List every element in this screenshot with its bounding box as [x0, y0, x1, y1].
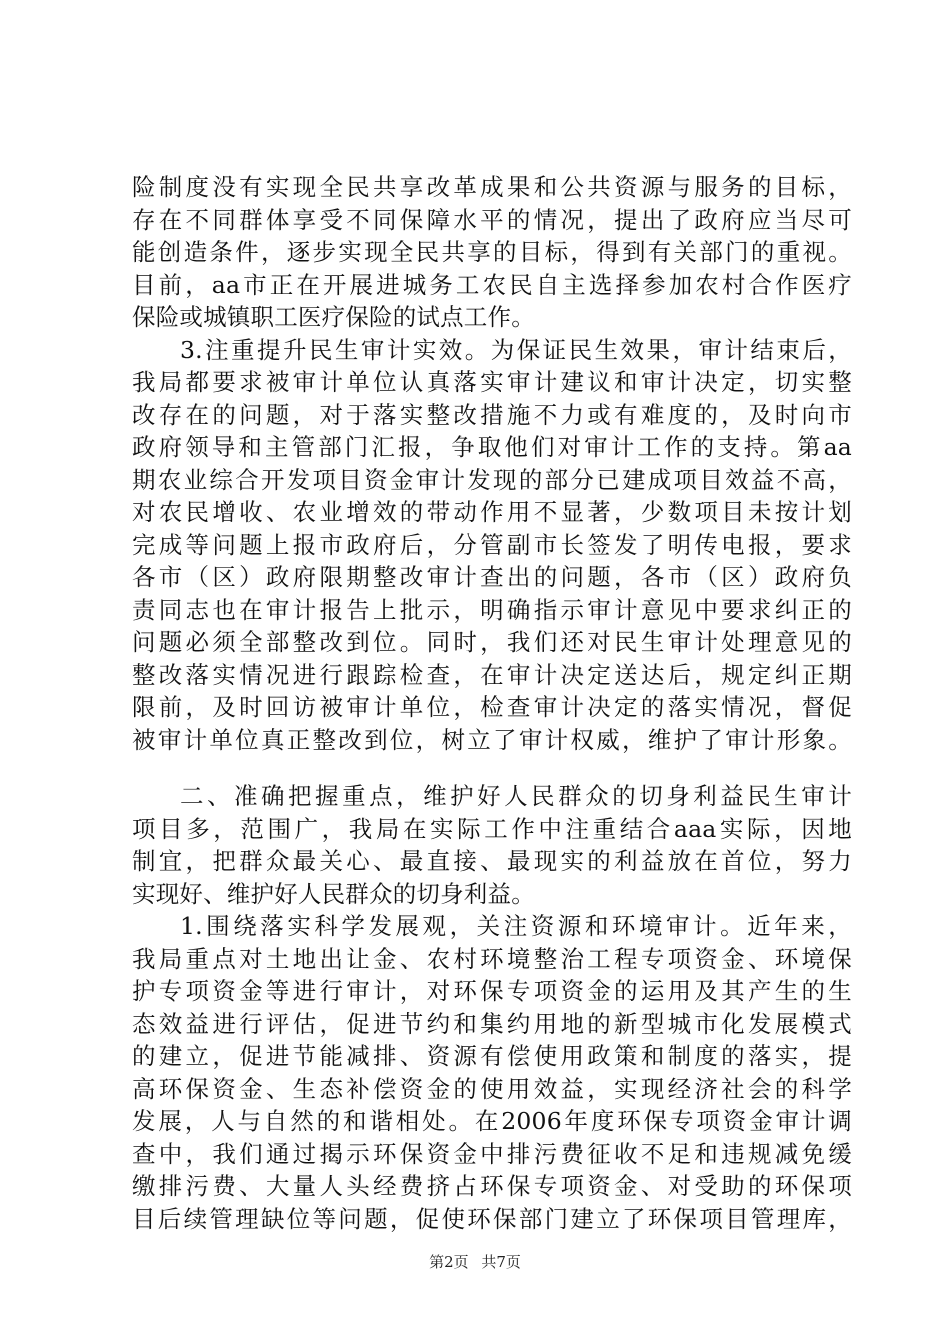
text-line: 护专项资金等进行审计，对环保专项资金的运用及其产生的生 — [132, 977, 852, 1005]
text-line: 目后续管理缺位等问题，促使环保部门建立了环保项目管理库， — [132, 1204, 852, 1233]
text-line: 的建立，促进节能减排、资源有偿使用政策和制度的落实，提 — [132, 1042, 852, 1070]
paragraph-continuation — [132, 171, 852, 334]
page-number: 第2页 — [429, 1253, 469, 1271]
text-line: 查中，我们通过揭示环保资金中排污费征收不足和违规减免缓 — [132, 1139, 852, 1168]
page-total: 共7页 — [481, 1253, 521, 1271]
text-line: 存在不同群体享受不同保障水平的情况，提出了政府应当尽可 — [132, 205, 852, 234]
text-line: 缴排污费、大量人头经费挤占环保专项资金、对受助的环保项 — [132, 1172, 852, 1200]
text-line: 整改落实情况进行跟踪检查，在审计决定送达后，规定纠正期 — [132, 660, 852, 689]
paragraph-item-1 — [132, 910, 852, 1235]
text-line: 问题必须全部整改到位。同时，我们还对民生审计处理意见的 — [132, 628, 852, 656]
text-line: 各市（区）政府限期整改审计查出的问题，各市（区）政府负 — [132, 563, 852, 591]
paragraph-gap — [132, 756, 852, 780]
page-footer — [0, 1252, 950, 1272]
section-heading-paragraph — [132, 780, 852, 910]
text-line: 改存在的问题，对于落实整改措施不力或有难度的，及时向市 — [132, 400, 852, 429]
text-line: 期农业综合开发项目资金审计发现的部分已建成项目效益不高， — [132, 465, 852, 494]
text-line: 1.围绕落实科学发展观，关注资源和环境审计。近年来， — [180, 912, 852, 940]
text-line: 能创造条件，逐步实现全民共享的目标，得到有关部门的重视。 — [132, 238, 852, 266]
text-line: 完成等问题上报市政府后，分管副市长签发了明传电报，要求 — [132, 530, 852, 559]
text-line: 实现好、维护好人民群众的切身利益。 — [132, 879, 535, 908]
text-line: 对农民增收、农业增效的带动作用不显著，少数项目未按计划 — [132, 498, 852, 526]
section-heading-line: 二、准确把握重点，维护好人民群众的切身利益民生审计 — [180, 782, 852, 810]
text-line: 险制度没有实现全民共享改革成果和公共资源与服务的目标， — [132, 173, 852, 201]
text-line: 政府领导和主管部门汇报，争取他们对审计工作的支持。第aa — [132, 433, 852, 461]
text-line: 制宜，把群众最关心、最直接、最现实的利益放在首位，努力 — [132, 847, 852, 875]
text-line: 项目多，范围广，我局在实际工作中注重结合aaa实际，因地 — [132, 814, 852, 843]
text-line: 被审计单位真正整改到位，树立了审计权威，维护了审计形象。 — [132, 725, 852, 754]
text-line: 我局重点对土地出让金、农村环境整治工程专项资金、环境保 — [132, 944, 852, 973]
text-line: 3.注重提升民生审计实效。为保证民生效果，审计结束后， — [180, 335, 852, 364]
text-line: 责同志也在审计报告上批示，明确指示审计意见中要求纠正的 — [132, 595, 852, 624]
paragraph-item-3 — [132, 334, 852, 757]
body-text — [132, 171, 852, 1235]
text-line: 限前，及时回访被审计单位，检查审计决定的落实情况，督促 — [132, 693, 852, 721]
text-line: 发展，人与自然的和谐相处。在2006年度环保专项资金审计调 — [132, 1107, 852, 1135]
text-line: 高环保资金、生态补偿资金的使用效益，实现经济社会的科学 — [132, 1074, 852, 1103]
text-line: 我局都要求被审计单位认真落实审计建议和审计决定，切实整 — [132, 368, 852, 396]
text-line: 态效益进行评估，促进节约和集约用地的新型城市化发展模式 — [132, 1009, 852, 1038]
text-line: 目前，aa市正在开展进城务工农民自主选择参加农村合作医疗 — [132, 270, 852, 299]
text-line: 保险或城镇职工医疗保险的试点工作。 — [132, 303, 535, 331]
